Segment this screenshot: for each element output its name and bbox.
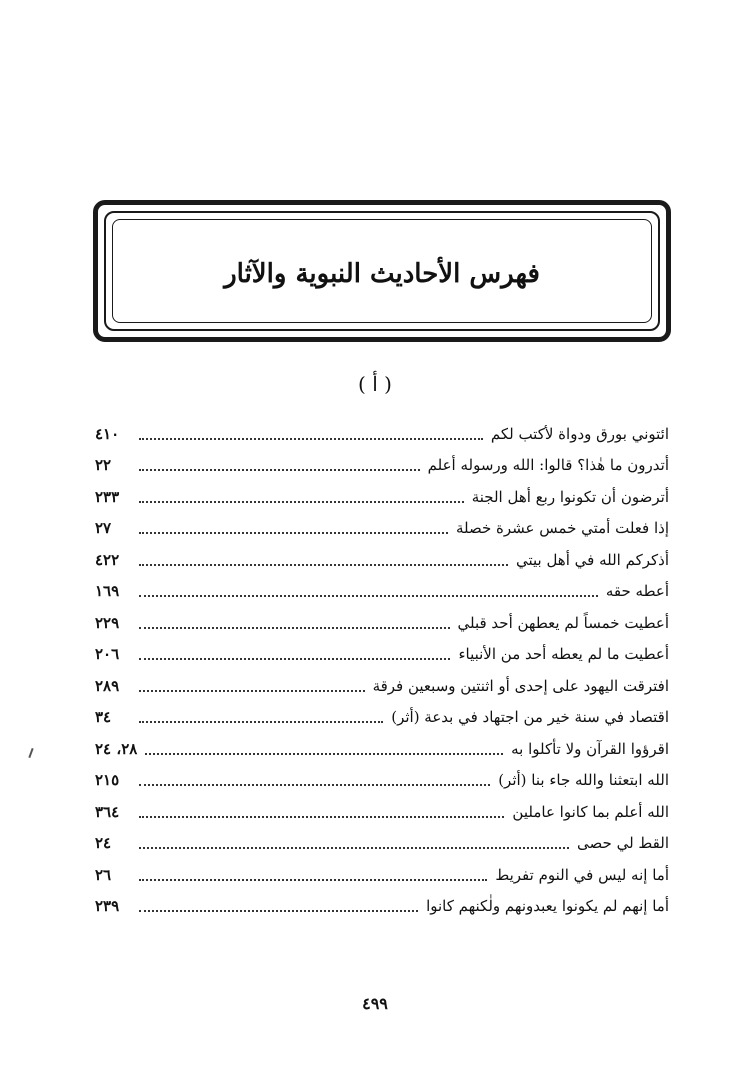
entry-text: أعطه حقه bbox=[605, 582, 669, 601]
entry-page-ref: ١٦٩ bbox=[95, 582, 120, 601]
dot-leader bbox=[139, 721, 383, 723]
index-entry bbox=[95, 765, 669, 797]
index-entry bbox=[95, 639, 669, 671]
page-number: ٤٩٩ bbox=[362, 994, 388, 1013]
entry-page-ref: ٢٤ bbox=[95, 834, 112, 853]
dot-leader bbox=[139, 784, 490, 786]
entry-text: أعطيت ما لم يعطه أحد من الأنبياء bbox=[458, 645, 669, 664]
entry-page-ref: ٢٣٣ bbox=[95, 487, 120, 506]
dot-leader bbox=[139, 658, 450, 660]
index-entry bbox=[95, 733, 669, 765]
title-frame bbox=[93, 200, 671, 342]
index-entry bbox=[95, 859, 669, 891]
entry-text: أترضون أن تكونوا ربع أهل الجنة bbox=[471, 487, 669, 506]
index-entry bbox=[95, 702, 669, 734]
title-frame-inner bbox=[104, 211, 660, 331]
index-entry bbox=[95, 481, 669, 513]
entry-text: افترقت اليهود على إحدى أو اثنتين وسبعين فرقة bbox=[372, 676, 669, 695]
page-title: فهرس الأحاديث النبوية والآثار bbox=[224, 259, 540, 289]
dot-leader bbox=[139, 816, 504, 818]
entry-text: أتدرون ما هٰذا؟ قالوا: الله ورسوله أعلم bbox=[427, 456, 669, 475]
entry-text: أما إنهم لم يكونوا يعبدونهم ولٰكنهم كانوا bbox=[426, 897, 669, 916]
index-entry bbox=[95, 796, 669, 828]
index-entry bbox=[95, 576, 669, 608]
entry-page-ref: ٢٠٦ bbox=[95, 645, 120, 664]
dot-leader bbox=[139, 595, 598, 597]
entry-page-ref: ٢٦ bbox=[95, 865, 112, 884]
dot-leader bbox=[139, 469, 420, 471]
entry-page-ref: ٢١٥ bbox=[95, 771, 120, 790]
entry-text: إذا فعلت أمتي خمس عشرة خصلة bbox=[455, 519, 669, 538]
dot-leader bbox=[139, 627, 450, 629]
entry-text: ائتوني بورق ودواة لأكتب لكم bbox=[490, 424, 669, 443]
entry-text: اقتصاد في سنة خير من اجتهاد في بدعة (أثر) bbox=[391, 708, 669, 727]
entry-page-ref: ٢٣٩ bbox=[95, 897, 120, 916]
entry-text: الله أعلم بما كانوا عاملين bbox=[512, 802, 669, 821]
entry-page-ref: ٢٨، ٢٤ bbox=[95, 739, 138, 758]
section-letter-heading: ( أ ) bbox=[358, 372, 392, 396]
hadith-index-list bbox=[95, 418, 669, 922]
entry-page-ref: ٢٢ bbox=[95, 456, 112, 475]
dot-leader bbox=[139, 910, 418, 912]
index-entry bbox=[95, 450, 669, 482]
dot-leader bbox=[139, 690, 365, 692]
entry-page-ref: ٢٨٩ bbox=[95, 676, 120, 695]
entry-text: الله ابتعثنا والله جاء بنا (أثر) bbox=[498, 771, 669, 790]
entry-text: أعطيت خمساً لم يعطهن أحد قبلي bbox=[457, 613, 669, 632]
margin-mark bbox=[28, 748, 33, 758]
index-entry bbox=[95, 670, 669, 702]
index-entry bbox=[95, 891, 669, 923]
dot-leader bbox=[139, 879, 487, 881]
index-entry bbox=[95, 544, 669, 576]
dot-leader bbox=[139, 564, 508, 566]
dot-leader bbox=[139, 532, 448, 534]
entry-page-ref: ٢٢٩ bbox=[95, 613, 120, 632]
dot-leader bbox=[139, 847, 569, 849]
dot-leader bbox=[145, 753, 503, 755]
entry-page-ref: ٢٧ bbox=[95, 519, 112, 538]
dot-leader bbox=[139, 501, 464, 503]
entry-text: أذكركم الله في أهل بيتي bbox=[515, 550, 669, 569]
entry-page-ref: ٤٢٢ bbox=[95, 550, 120, 569]
entry-text: القط لي حصى bbox=[577, 834, 669, 853]
entry-text: اقرؤوا القرآن ولا تأكلوا به bbox=[511, 739, 669, 758]
entry-page-ref: ٣٤ bbox=[95, 708, 112, 727]
entry-page-ref: ٤١٠ bbox=[95, 424, 120, 443]
index-entry bbox=[95, 828, 669, 860]
entry-page-ref: ٣٦٤ bbox=[95, 802, 120, 821]
entry-text: أما إنه ليس في النوم تفريط bbox=[495, 865, 669, 884]
index-entry bbox=[95, 513, 669, 545]
dot-leader bbox=[139, 438, 483, 440]
index-entry bbox=[95, 418, 669, 450]
index-entry bbox=[95, 607, 669, 639]
